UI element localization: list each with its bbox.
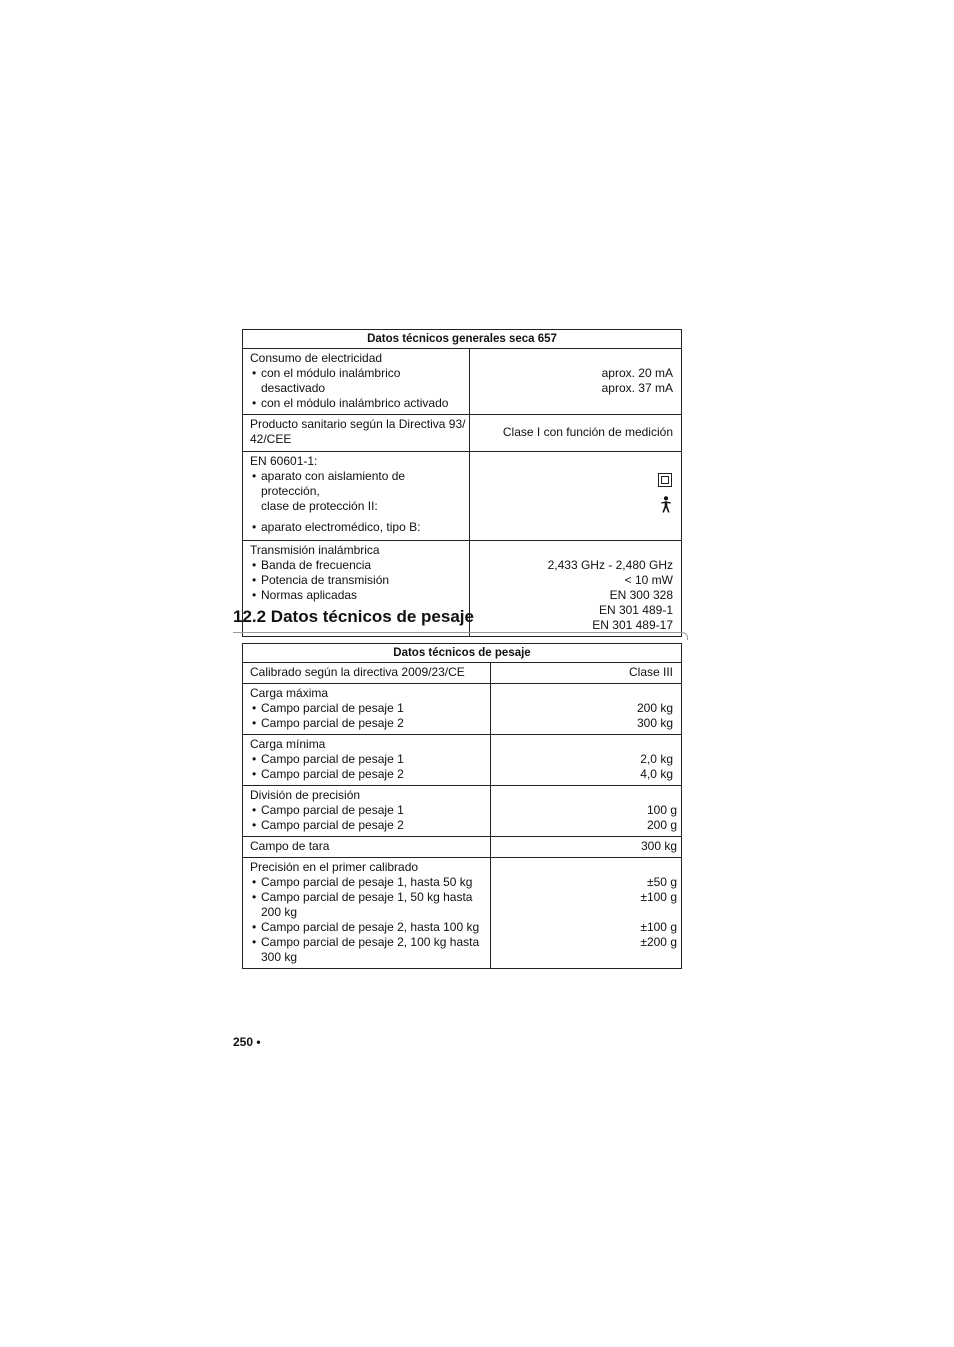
list-item: • Campo parcial de pesaje 1: [250, 752, 486, 767]
spec-label: 42/CEE: [250, 432, 292, 446]
section-rule-corner: [681, 632, 688, 640]
table-title: Datos técnicos generales seca 657: [243, 330, 682, 349]
spec-label: Precisión en el primer calibrado: [250, 860, 419, 874]
spec-label-cell: [243, 786, 491, 837]
spec-value: aprox. 20 mA: [601, 366, 673, 380]
general-specs-table: [242, 329, 682, 637]
list-item-continuation: 200 kg: [261, 905, 298, 919]
double-insulation-class-ii-icon: [658, 473, 672, 487]
spec-label: Calibrado según la directiva 2009/23/CE: [250, 665, 465, 679]
spec-label: Campo de tara: [250, 839, 330, 853]
table-row: [243, 684, 682, 735]
section-title: 12.2 Datos técnicos de pesaje: [233, 607, 474, 626]
spec-label-cell: [243, 858, 491, 969]
spec-value: ±100 g: [640, 920, 677, 934]
spec-value: EN 300 328: [609, 588, 673, 602]
list-item: • aparato con aislamiento de protección,: [250, 469, 465, 499]
spec-value-cell: [470, 452, 682, 541]
spec-label: Producto sanitario según la Directiva 93/: [250, 417, 466, 431]
spec-label-cell: [243, 684, 491, 735]
spec-value-cell: [470, 541, 682, 637]
spec-value-cell: [491, 858, 682, 969]
table-row: [243, 735, 682, 786]
spec-value: 300 kg: [640, 839, 677, 853]
spec-label: Transmisión inalámbrica: [250, 543, 380, 557]
list-item: • Campo parcial de pesaje 2: [250, 767, 486, 782]
spec-label-cell: [243, 837, 491, 858]
spec-label-cell: [243, 349, 470, 415]
spec-value-cell: [491, 663, 682, 684]
spec-label: División de precisión: [250, 788, 361, 802]
list-item: • con el módulo inalámbrico activado: [250, 396, 465, 411]
spec-label-cell: [243, 452, 470, 541]
spec-value: Clase I con función de medición: [502, 425, 673, 439]
spec-value: Clase III: [628, 665, 673, 679]
table-row: [243, 349, 682, 415]
table-title: Datos técnicos de pesaje: [243, 644, 682, 663]
spec-value: 4,0 kg: [640, 767, 673, 781]
spec-label-cell: [243, 663, 491, 684]
spec-value-cell: [491, 837, 682, 858]
list-item: • Potencia de transmisión: [250, 573, 465, 588]
spec-value-cell: [470, 349, 682, 415]
list-item-continuation: clase de protección II:: [261, 499, 378, 513]
table-row: [243, 858, 682, 969]
list-item: • con el módulo inalámbrico desactivado: [250, 366, 465, 396]
table-row: [243, 837, 682, 858]
spec-value: ±50 g: [647, 875, 677, 889]
spec-label: Carga mínima: [250, 737, 326, 751]
spec-label: EN 60601-1:: [250, 454, 318, 468]
spec-value: EN 301 489-1: [598, 603, 673, 617]
type-b-applied-part-icon: [660, 496, 672, 513]
list-item: • Campo parcial de pesaje 2: [250, 818, 486, 833]
table-row: [243, 786, 682, 837]
spec-value: 200 g: [646, 818, 677, 832]
list-item: • Campo parcial de pesaje 2, hasta 100 kg: [250, 920, 486, 935]
section-rule: [233, 632, 681, 633]
spec-value: ±200 g: [640, 935, 677, 949]
spec-value: 300 kg: [636, 716, 673, 730]
spec-label-cell: [243, 415, 470, 452]
list-item: • Campo parcial de pesaje 1: [250, 701, 486, 716]
spec-value-cell: [470, 415, 682, 452]
table-row: [243, 415, 682, 452]
spec-value: aprox. 37 mA: [601, 381, 673, 395]
spec-label-cell: [243, 735, 491, 786]
list-item: • Campo parcial de pesaje 1, hasta 50 kg: [250, 875, 486, 890]
spec-label: Carga máxima: [250, 686, 329, 700]
spec-value: 100 g: [646, 803, 677, 817]
table-header-row: [243, 330, 682, 349]
table-row: [243, 663, 682, 684]
table-header-row: [243, 644, 682, 663]
weighing-specs-table: [242, 643, 682, 969]
list-item-continuation: 300 kg: [261, 950, 298, 964]
list-item: • Campo parcial de pesaje 2, 100 kg hasta: [250, 935, 486, 950]
list-item: • Campo parcial de pesaje 2: [250, 716, 486, 731]
spec-value-cell: [491, 684, 682, 735]
spec-value-cell: [491, 735, 682, 786]
list-item: • Campo parcial de pesaje 1: [250, 803, 486, 818]
spec-label: Consumo de electricidad: [250, 351, 383, 365]
spec-value: ±100 g: [640, 890, 677, 904]
spec-value-cell: [491, 786, 682, 837]
page-number: 250 •: [233, 1035, 261, 1049]
spec-value: 2,433 GHz - 2,480 GHz: [547, 558, 673, 572]
list-item: • aparato electromédico, tipo B:: [250, 520, 465, 535]
table-row: [243, 452, 682, 541]
list-item: • Normas aplicadas: [250, 588, 465, 603]
spec-value: EN 301 489-17: [592, 618, 673, 632]
list-item: • Banda de frecuencia: [250, 558, 465, 573]
spec-value: 200 kg: [636, 701, 673, 715]
spec-value: < 10 mW: [624, 573, 673, 587]
spec-value: 2,0 kg: [640, 752, 673, 766]
list-item: • Campo parcial de pesaje 1, 50 kg hasta: [250, 890, 486, 905]
